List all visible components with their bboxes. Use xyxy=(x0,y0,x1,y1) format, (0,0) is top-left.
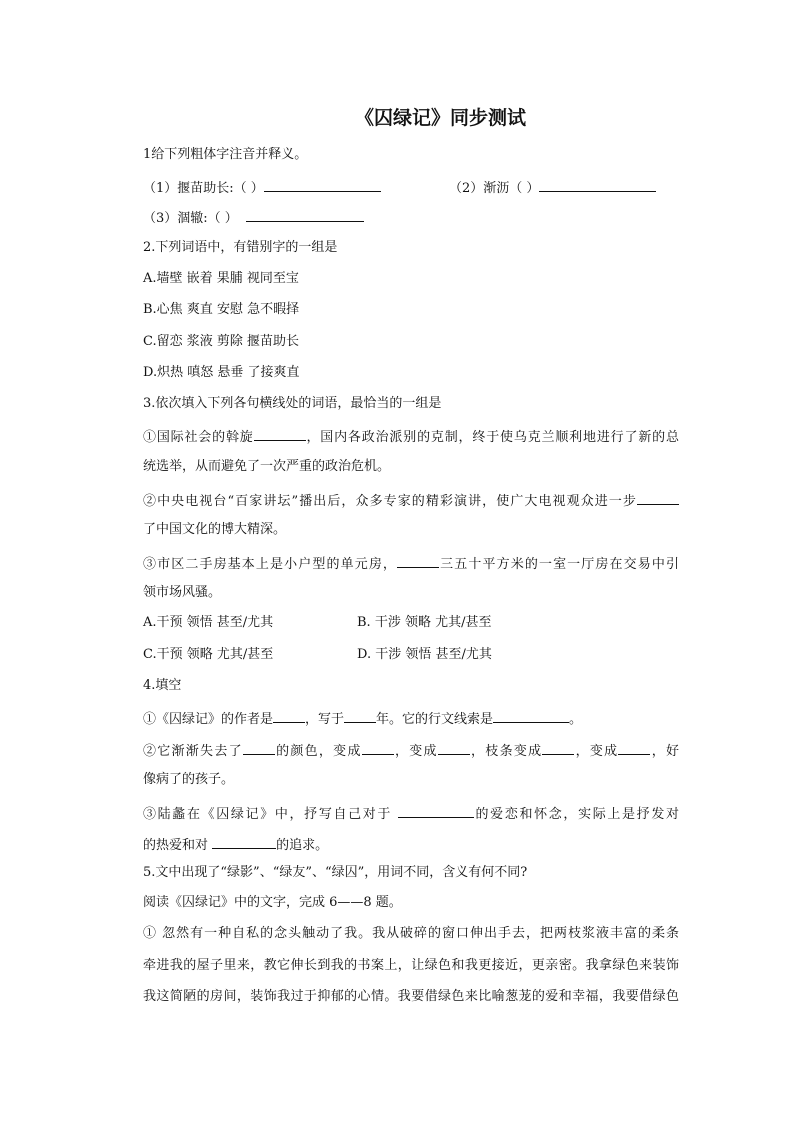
q4-l1-c: 年。它的行文线索是 xyxy=(376,712,494,727)
q3-sentence-1 xyxy=(143,426,679,447)
q5-prompt: 5.文中出现了“绿影”、“绿友”、“绿囚”，用词不同，含义有何不同? xyxy=(143,865,528,880)
q4-l2-f: ，好 xyxy=(650,744,679,759)
q4-line-2 xyxy=(143,740,679,761)
passage-line-3: 我这简陋的房间，装饰我过于抑郁的心情。我要借绿色来比喻葱茏的爱和幸福，我要借绿色 xyxy=(143,989,679,1004)
q1-item-2 xyxy=(449,177,656,198)
q3-option-a: A.干预 领悟 甚至/尤其 xyxy=(143,615,274,630)
q1-item-2-text: （2）渐沥（ ） xyxy=(449,181,540,196)
q1-item-1-text: （1）揠苗助长:（ ） xyxy=(143,181,264,196)
q3-option-c: C.干预 领略 尤其/甚至 xyxy=(143,647,274,662)
q4-l2-c: ，变成 xyxy=(393,744,438,759)
answer-blank xyxy=(273,708,305,723)
answer-blank xyxy=(243,740,275,755)
answer-blank xyxy=(344,708,376,723)
q4-l2-d: ，枝条变成 xyxy=(469,744,543,759)
page-title: 《囚绿记》同步测试 xyxy=(355,107,527,129)
passage-line-2: 牵进我的屋子里来，教它伸长到我的书案上，让绿色和我更接近，更亲密。我拿绿色来装饰 xyxy=(143,958,679,973)
answer-blank xyxy=(398,803,474,818)
q1-prompt: 1给下列粗体字注音并释义。 xyxy=(143,147,308,162)
q3-prompt: 3.依次填入下列各句横线处的词语，最恰当的一组是 xyxy=(143,396,442,411)
q3-s3-text-b: 三五十平方米的一室一厅房在交易中引 xyxy=(439,557,679,572)
q3-s1-text-a: ①国际社会的斡旋 xyxy=(143,430,254,445)
q4-line-3 xyxy=(143,803,679,824)
q1-item-1 xyxy=(143,177,381,198)
q3-option-b: B. 干涉 领略 尤其/甚至 xyxy=(357,615,492,630)
q4-l3-b: 的爱恋和怀念，实际上是抒发对 xyxy=(473,807,679,822)
answer-blank xyxy=(493,708,569,723)
answer-blank xyxy=(397,553,439,568)
q2-option-d: D.炽热 嗔怒 悬垂 了接爽直 xyxy=(143,365,300,380)
answer-blank xyxy=(618,740,650,755)
q4-prompt: 4.填空 xyxy=(143,678,182,693)
q3-option-d: D. 干涉 领悟 甚至/尤其 xyxy=(357,647,492,662)
q1-item-3 xyxy=(143,207,364,228)
q3-sentence-2-cont: 了中国文化的博大精深。 xyxy=(143,522,287,537)
answer-blank xyxy=(254,426,306,441)
q3-sentence-1-cont: 统选举，从而避免了一次严重的政治危机。 xyxy=(143,459,391,474)
q3-s2-text-a: ②中央电视台“百家讲坛”播出后，众多专家的精彩演讲，使广大电视观众进一步 xyxy=(143,494,637,509)
answer-blank xyxy=(539,177,656,192)
q4-l1-a: ①《囚绿记》的作者是 xyxy=(143,712,274,727)
q2-option-a: A.墙壁 嵌着 果脯 视同至宝 xyxy=(143,271,299,286)
passage-line-1: ① 忽然有一种自私的念头触动了我。我从破碎的窗口伸出手去，把两枝浆液丰富的柔条 xyxy=(143,926,679,941)
q4-l2-a: ②它渐渐失去了 xyxy=(143,744,243,759)
q4-l2-b: 的颜色，变成 xyxy=(274,744,362,759)
q4-l2-e: ，变成 xyxy=(574,744,619,759)
q3-s3-text-a: ③市区二手房基本上是小户型的单元房， xyxy=(143,557,398,572)
q4-l3-c: 的热爱和对 xyxy=(143,838,213,853)
answer-blank xyxy=(264,177,381,192)
q4-l3-a: ③陆蠡在《囚绿记》中，抒写自己对于 xyxy=(143,807,398,822)
q4-l1-b: ，写于 xyxy=(305,712,345,727)
answer-blank xyxy=(246,207,364,222)
q3-s1-text-b: ，国内各政治派别的克制，终于使乌克兰顺利地进行了新的总 xyxy=(305,430,679,445)
answer-blank xyxy=(212,834,276,849)
q4-line-1 xyxy=(143,708,582,729)
q4-line-3-cont xyxy=(143,834,328,855)
q1-item-3-text: （3）涸辙:（ ） xyxy=(143,211,238,226)
answer-blank xyxy=(637,490,679,505)
answer-blank xyxy=(438,740,470,755)
q4-l1-d: 。 xyxy=(569,712,583,727)
q3-sentence-2 xyxy=(143,490,679,511)
answer-blank xyxy=(542,740,574,755)
q4-l3-d: 的追求。 xyxy=(276,838,329,853)
answer-blank xyxy=(362,740,394,755)
q4-line-2-cont: 像病了的孩子。 xyxy=(143,772,235,787)
q3-sentence-3-cont: 领市场风骚。 xyxy=(143,585,222,600)
q3-sentence-3 xyxy=(143,553,679,574)
reading-instruction: 阅读《囚绿记》中的文字，完成 6——8 题。 xyxy=(143,895,402,910)
q2-prompt: 2.下列词语中，有错别字的一组是 xyxy=(143,240,338,255)
q2-option-b: B.心焦 爽直 安慰 急不暇择 xyxy=(143,302,300,317)
q2-option-c: C.留恋 浆液 剪除 揠苗助长 xyxy=(143,334,300,349)
